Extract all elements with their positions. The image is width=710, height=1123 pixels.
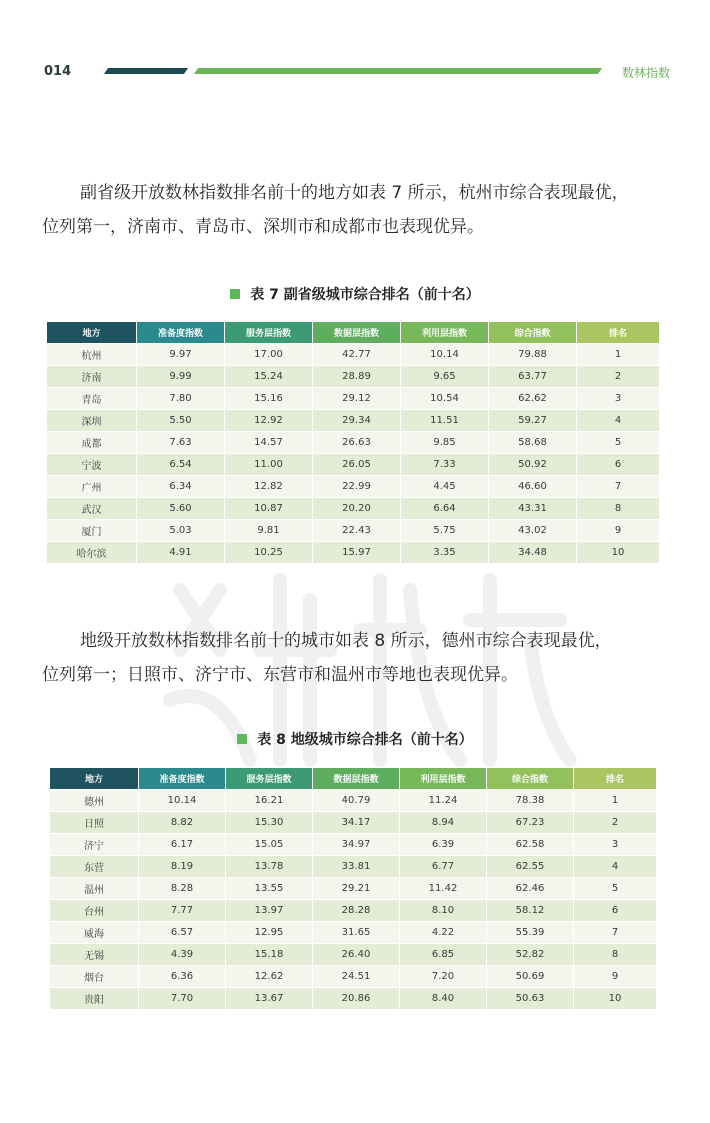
- table-row: [50, 943, 657, 965]
- index-value-cell: 6.36: [139, 965, 226, 987]
- table-row: [47, 497, 660, 519]
- table-7-title: [0, 284, 710, 304]
- index-value-cell: 33.81: [313, 855, 400, 877]
- index-value-cell: 58.12: [487, 899, 574, 921]
- index-value-cell: 12.82: [225, 475, 313, 497]
- rank-cell: 4: [577, 409, 660, 431]
- rank-cell: 6: [574, 899, 657, 921]
- table-row: [50, 855, 657, 877]
- index-value-cell: 22.99: [313, 475, 401, 497]
- index-value-cell: 5.60: [137, 497, 225, 519]
- index-value-cell: 4.45: [401, 475, 489, 497]
- index-value-cell: 43.02: [489, 519, 577, 541]
- index-value-cell: 3.35: [401, 541, 489, 563]
- index-value-cell: 10.14: [401, 343, 489, 365]
- column-header: 利用层指数: [401, 322, 489, 343]
- rank-cell: 10: [577, 541, 660, 563]
- table-row: [47, 475, 660, 497]
- index-value-cell: 6.54: [137, 453, 225, 475]
- paragraph-line: 位列第一，济南市、青岛市、深圳市和成都市也表现优异。: [42, 217, 484, 237]
- index-value-cell: 15.05: [226, 833, 313, 855]
- rank-cell: 2: [574, 811, 657, 833]
- index-value-cell: 10.14: [139, 789, 226, 811]
- rank-cell: 2: [577, 365, 660, 387]
- index-value-cell: 29.12: [313, 387, 401, 409]
- index-value-cell: 4.39: [139, 943, 226, 965]
- index-value-cell: 7.63: [137, 431, 225, 453]
- index-value-cell: 4.91: [137, 541, 225, 563]
- city-name-cell: 武汉: [47, 497, 137, 519]
- index-value-cell: 55.39: [487, 921, 574, 943]
- header-band-green: [194, 68, 602, 74]
- square-bullet-icon: [230, 289, 240, 299]
- index-value-cell: 79.88: [489, 343, 577, 365]
- city-name-cell: 济南: [47, 365, 137, 387]
- city-name-cell: 台州: [50, 899, 139, 921]
- column-header: 综合指数: [489, 322, 577, 343]
- index-value-cell: 63.77: [489, 365, 577, 387]
- rank-cell: 5: [574, 877, 657, 899]
- column-header: 准备度指数: [137, 322, 225, 343]
- index-value-cell: 31.65: [313, 921, 400, 943]
- index-value-cell: 62.58: [487, 833, 574, 855]
- paragraph-line: 副省级开放数林指数排名前十的地方如表 7 所示，杭州市综合表现最优，: [80, 183, 629, 203]
- header-band-dark: [104, 68, 188, 74]
- index-value-cell: 15.97: [313, 541, 401, 563]
- column-header: 数据层指数: [313, 322, 401, 343]
- rank-cell: 5: [577, 431, 660, 453]
- rank-cell: 1: [577, 343, 660, 365]
- table-row: [50, 833, 657, 855]
- index-value-cell: 42.77: [313, 343, 401, 365]
- index-value-cell: 8.19: [139, 855, 226, 877]
- index-value-cell: 15.30: [226, 811, 313, 833]
- index-value-cell: 46.60: [489, 475, 577, 497]
- index-value-cell: 15.16: [225, 387, 313, 409]
- index-value-cell: 10.54: [401, 387, 489, 409]
- column-header: 排名: [577, 322, 660, 343]
- column-header: 地方: [47, 322, 137, 343]
- index-value-cell: 11.24: [400, 789, 487, 811]
- index-value-cell: 6.39: [400, 833, 487, 855]
- column-header: 排名: [574, 768, 657, 789]
- square-bullet-icon: [237, 734, 247, 744]
- index-value-cell: 43.31: [489, 497, 577, 519]
- rank-cell: 3: [577, 387, 660, 409]
- city-name-cell: 成都: [47, 431, 137, 453]
- table-row: [47, 409, 660, 431]
- index-value-cell: 59.27: [489, 409, 577, 431]
- index-value-cell: 16.21: [226, 789, 313, 811]
- index-value-cell: 34.17: [313, 811, 400, 833]
- index-value-cell: 26.40: [313, 943, 400, 965]
- table-row: [50, 877, 657, 899]
- rank-cell: 8: [577, 497, 660, 519]
- city-name-cell: 宁波: [47, 453, 137, 475]
- rank-cell: 3: [574, 833, 657, 855]
- index-value-cell: 62.46: [487, 877, 574, 899]
- city-name-cell: 温州: [50, 877, 139, 899]
- column-header: 准备度指数: [139, 768, 226, 789]
- index-value-cell: 9.85: [401, 431, 489, 453]
- section-name: 数林指数: [621, 66, 670, 80]
- column-header: 数据层指数: [313, 768, 400, 789]
- index-value-cell: 15.24: [225, 365, 313, 387]
- table-7-body: [47, 343, 660, 563]
- index-value-cell: 11.42: [400, 877, 487, 899]
- table-8: [50, 768, 657, 1009]
- table-row: [47, 387, 660, 409]
- index-value-cell: 26.63: [313, 431, 401, 453]
- city-name-cell: 威海: [50, 921, 139, 943]
- paragraph-intro-sub-provincial: [42, 176, 672, 244]
- rank-cell: 9: [574, 965, 657, 987]
- table-header-row: [50, 768, 657, 789]
- rank-cell: 7: [577, 475, 660, 497]
- index-value-cell: 6.34: [137, 475, 225, 497]
- index-value-cell: 13.78: [226, 855, 313, 877]
- index-value-cell: 58.68: [489, 431, 577, 453]
- table-8-body: [50, 789, 657, 1009]
- index-value-cell: 9.65: [401, 365, 489, 387]
- index-value-cell: 6.85: [400, 943, 487, 965]
- table-row: [50, 965, 657, 987]
- rank-cell: 6: [577, 453, 660, 475]
- index-value-cell: 28.89: [313, 365, 401, 387]
- index-value-cell: 28.28: [313, 899, 400, 921]
- city-name-cell: 德州: [50, 789, 139, 811]
- index-value-cell: 5.50: [137, 409, 225, 431]
- index-value-cell: 6.77: [400, 855, 487, 877]
- index-value-cell: 62.55: [487, 855, 574, 877]
- column-header: 综合指数: [487, 768, 574, 789]
- index-value-cell: 50.63: [487, 987, 574, 1009]
- column-header: 服务层指数: [226, 768, 313, 789]
- city-name-cell: 东营: [50, 855, 139, 877]
- index-value-cell: 8.40: [400, 987, 487, 1009]
- paragraph-line: 地级开放数林指数排名前十的城市如表 8 所示，德州市综合表现最优，: [80, 631, 612, 651]
- city-name-cell: 深圳: [47, 409, 137, 431]
- city-name-cell: 杭州: [47, 343, 137, 365]
- rank-cell: 10: [574, 987, 657, 1009]
- index-value-cell: 14.57: [225, 431, 313, 453]
- index-value-cell: 29.34: [313, 409, 401, 431]
- index-value-cell: 7.70: [139, 987, 226, 1009]
- index-value-cell: 13.55: [226, 877, 313, 899]
- table-row: [47, 453, 660, 475]
- index-value-cell: 8.82: [139, 811, 226, 833]
- city-name-cell: 济宁: [50, 833, 139, 855]
- rank-cell: 9: [577, 519, 660, 541]
- index-value-cell: 13.97: [226, 899, 313, 921]
- index-value-cell: 9.97: [137, 343, 225, 365]
- index-value-cell: 29.21: [313, 877, 400, 899]
- table-row: [47, 343, 660, 365]
- index-value-cell: 7.20: [400, 965, 487, 987]
- city-name-cell: 青岛: [47, 387, 137, 409]
- index-value-cell: 20.20: [313, 497, 401, 519]
- index-value-cell: 12.95: [226, 921, 313, 943]
- index-value-cell: 22.43: [313, 519, 401, 541]
- index-value-cell: 52.82: [487, 943, 574, 965]
- table-row: [47, 431, 660, 453]
- index-value-cell: 10.87: [225, 497, 313, 519]
- city-name-cell: 厦门: [47, 519, 137, 541]
- table-row: [50, 921, 657, 943]
- index-value-cell: 12.92: [225, 409, 313, 431]
- index-value-cell: 9.81: [225, 519, 313, 541]
- table-header-row: [47, 322, 660, 343]
- index-value-cell: 5.75: [401, 519, 489, 541]
- rank-cell: 1: [574, 789, 657, 811]
- index-value-cell: 8.28: [139, 877, 226, 899]
- city-name-cell: 广州: [47, 475, 137, 497]
- rank-cell: 8: [574, 943, 657, 965]
- index-value-cell: 7.80: [137, 387, 225, 409]
- index-value-cell: 5.03: [137, 519, 225, 541]
- table-8-title-text: 表 8 地级城市综合排名（前十名）: [257, 732, 473, 748]
- index-value-cell: 13.67: [226, 987, 313, 1009]
- index-value-cell: 11.51: [401, 409, 489, 431]
- table-row: [50, 811, 657, 833]
- index-value-cell: 40.79: [313, 789, 400, 811]
- index-value-cell: 24.51: [313, 965, 400, 987]
- paragraph-line: 位列第一；日照市、济宁市、东营市和温州市等地也表现优异。: [42, 665, 518, 685]
- table-row: [47, 541, 660, 563]
- index-value-cell: 11.00: [225, 453, 313, 475]
- index-value-cell: 7.33: [401, 453, 489, 475]
- rank-cell: 7: [574, 921, 657, 943]
- index-value-cell: 20.86: [313, 987, 400, 1009]
- column-header: 服务层指数: [225, 322, 313, 343]
- table-row: [50, 899, 657, 921]
- table-row: [50, 987, 657, 1009]
- index-value-cell: 10.25: [225, 541, 313, 563]
- city-name-cell: 日照: [50, 811, 139, 833]
- column-header: 地方: [50, 768, 139, 789]
- index-value-cell: 34.48: [489, 541, 577, 563]
- index-value-cell: 7.77: [139, 899, 226, 921]
- city-name-cell: 哈尔滨: [47, 541, 137, 563]
- table-row: [47, 519, 660, 541]
- index-value-cell: 26.05: [313, 453, 401, 475]
- index-value-cell: 78.38: [487, 789, 574, 811]
- index-value-cell: 9.99: [137, 365, 225, 387]
- index-value-cell: 17.00: [225, 343, 313, 365]
- index-value-cell: 4.22: [400, 921, 487, 943]
- index-value-cell: 50.69: [487, 965, 574, 987]
- table-8-title: [0, 729, 710, 749]
- column-header: 利用层指数: [400, 768, 487, 789]
- index-value-cell: 15.18: [226, 943, 313, 965]
- index-value-cell: 12.62: [226, 965, 313, 987]
- index-value-cell: 62.62: [489, 387, 577, 409]
- table-row: [50, 789, 657, 811]
- table-row: [47, 365, 660, 387]
- index-value-cell: 67.23: [487, 811, 574, 833]
- index-value-cell: 8.10: [400, 899, 487, 921]
- index-value-cell: 6.17: [139, 833, 226, 855]
- city-name-cell: 无锡: [50, 943, 139, 965]
- index-value-cell: 50.92: [489, 453, 577, 475]
- index-value-cell: 6.57: [139, 921, 226, 943]
- city-name-cell: 烟台: [50, 965, 139, 987]
- index-value-cell: 34.97: [313, 833, 400, 855]
- table-7-title-text: 表 7 副省级城市综合排名（前十名）: [250, 287, 480, 303]
- table-7: [47, 322, 660, 563]
- city-name-cell: 贵阳: [50, 987, 139, 1009]
- rank-cell: 4: [574, 855, 657, 877]
- paragraph-intro-prefecture: [42, 624, 672, 692]
- index-value-cell: 8.94: [400, 811, 487, 833]
- page-number: 014: [44, 64, 72, 79]
- index-value-cell: 6.64: [401, 497, 489, 519]
